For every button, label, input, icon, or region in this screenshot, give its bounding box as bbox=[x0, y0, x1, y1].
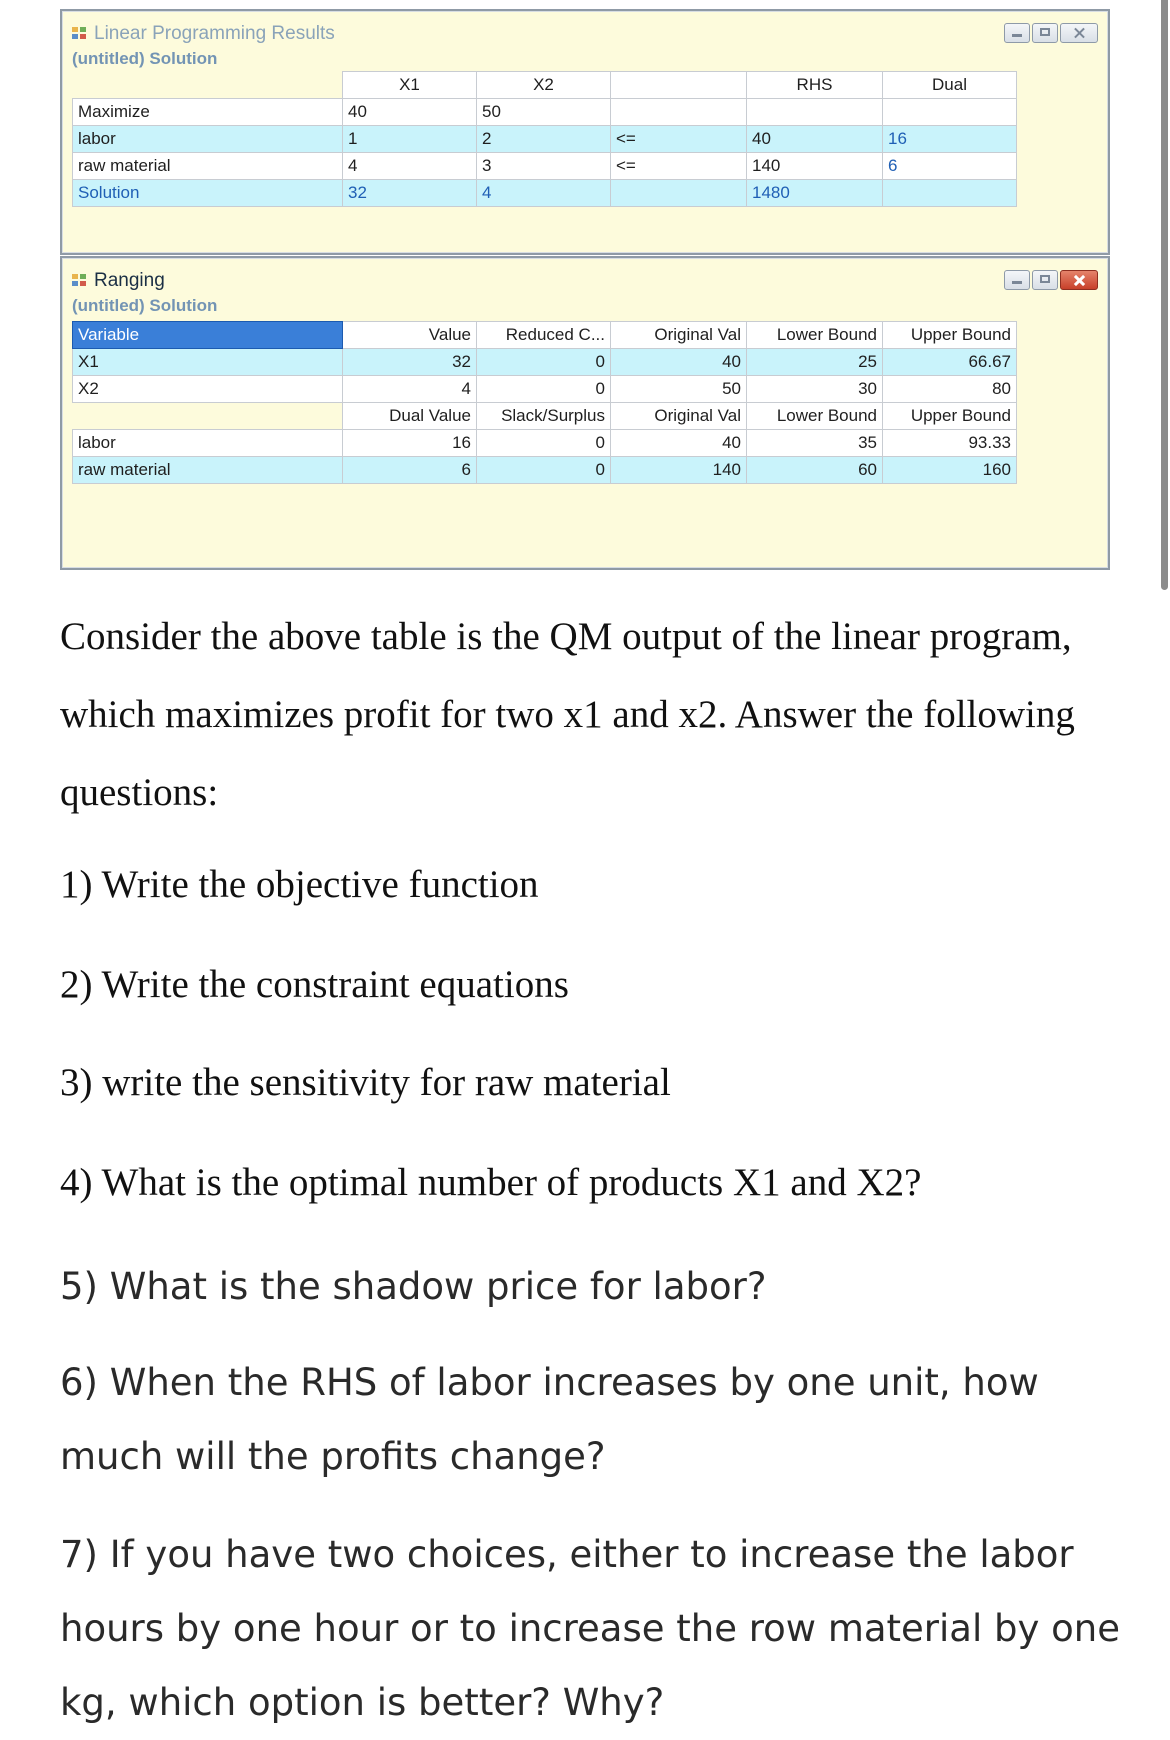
table-row bbox=[73, 126, 1017, 153]
row-label[interactable]: raw material bbox=[73, 153, 343, 180]
row-label[interactable]: X1 bbox=[73, 349, 343, 376]
table-row bbox=[73, 430, 1017, 457]
header-cell-variable[interactable]: Variable bbox=[73, 322, 343, 349]
close-icon[interactable] bbox=[1060, 270, 1098, 290]
cell[interactable] bbox=[747, 99, 883, 126]
row-label[interactable]: X2 bbox=[73, 376, 343, 403]
cell[interactable]: 93.33 bbox=[883, 430, 1017, 457]
lp-results-window bbox=[60, 9, 1110, 255]
lp-results-table bbox=[72, 71, 1017, 207]
row-label[interactable]: labor bbox=[73, 430, 343, 457]
cell[interactable]: 1 bbox=[343, 126, 477, 153]
row-label[interactable]: raw material bbox=[73, 457, 343, 484]
header-cell: Original Val bbox=[611, 403, 747, 430]
header-cell: Value bbox=[343, 322, 477, 349]
maximize-icon[interactable] bbox=[1032, 270, 1058, 290]
cell[interactable]: 140 bbox=[747, 153, 883, 180]
cell[interactable]: 35 bbox=[747, 430, 883, 457]
row-label[interactable]: labor bbox=[73, 126, 343, 153]
cell[interactable] bbox=[883, 99, 1017, 126]
close-icon[interactable] bbox=[1060, 23, 1098, 43]
header-cell bbox=[73, 403, 343, 430]
header-cell: Dual bbox=[883, 72, 1017, 99]
minimize-icon[interactable] bbox=[1004, 270, 1030, 290]
cell[interactable]: 4 bbox=[477, 180, 611, 207]
row-label[interactable]: Solution bbox=[73, 180, 343, 207]
cell[interactable]: 6 bbox=[343, 457, 477, 484]
question-4: 4) What is the optimal number of products X1 and X2? bbox=[60, 1161, 922, 1204]
lp-results-header-row bbox=[73, 72, 1017, 99]
header-cell: Dual Value bbox=[343, 403, 477, 430]
header-cell bbox=[73, 72, 343, 99]
minimize-icon[interactable] bbox=[1004, 23, 1030, 43]
cell[interactable]: 80 bbox=[883, 376, 1017, 403]
cell[interactable]: 50 bbox=[611, 376, 747, 403]
cell[interactable]: 0 bbox=[477, 376, 611, 403]
cell[interactable]: 50 bbox=[477, 99, 611, 126]
qm-app-icon bbox=[72, 274, 88, 288]
ranging-table bbox=[72, 321, 1017, 484]
cell[interactable]: 16 bbox=[883, 126, 1017, 153]
header-cell: Original Val bbox=[611, 322, 747, 349]
table-row bbox=[73, 376, 1017, 403]
lp-results-title: Linear Programming Results bbox=[94, 23, 335, 44]
header-cell bbox=[611, 72, 747, 99]
cell[interactable]: 4 bbox=[343, 376, 477, 403]
question-5: 5) What is the shadow price for labor? bbox=[60, 1265, 767, 1308]
cell[interactable]: 32 bbox=[343, 349, 477, 376]
header-cell: Upper Bound bbox=[883, 322, 1017, 349]
cell[interactable]: <= bbox=[611, 153, 747, 180]
cell[interactable]: 40 bbox=[747, 126, 883, 153]
cell[interactable]: 40 bbox=[611, 349, 747, 376]
table-row bbox=[73, 99, 1017, 126]
cell[interactable]: 0 bbox=[477, 430, 611, 457]
page-scrollbar[interactable] bbox=[1161, 0, 1168, 590]
cell[interactable]: 3 bbox=[477, 153, 611, 180]
question-3: 3) write the sensitivity for raw material bbox=[60, 1061, 671, 1104]
cell[interactable]: 1480 bbox=[747, 180, 883, 207]
cell[interactable]: 140 bbox=[611, 457, 747, 484]
cell[interactable]: 30 bbox=[747, 376, 883, 403]
cell[interactable]: 40 bbox=[611, 430, 747, 457]
table-row bbox=[73, 349, 1017, 376]
header-cell: Lower Bound bbox=[747, 322, 883, 349]
ranging-window bbox=[60, 256, 1110, 570]
ranging-title-bar bbox=[72, 270, 165, 292]
lp-results-window-controls bbox=[1004, 23, 1098, 43]
cell[interactable]: 2 bbox=[477, 126, 611, 153]
header-cell: Upper Bound bbox=[883, 403, 1017, 430]
table-row bbox=[73, 457, 1017, 484]
ranging-window-controls bbox=[1004, 270, 1098, 290]
cell[interactable]: 25 bbox=[747, 349, 883, 376]
question-6: 6) When the RHS of labor increases by one unit, how much will the profits change? bbox=[60, 1361, 1039, 1478]
cell[interactable]: 40 bbox=[343, 99, 477, 126]
lp-results-title-bar bbox=[72, 23, 335, 45]
cell[interactable]: 160 bbox=[883, 457, 1017, 484]
cell[interactable] bbox=[611, 99, 747, 126]
cell[interactable]: 66.67 bbox=[883, 349, 1017, 376]
cell[interactable]: 0 bbox=[477, 457, 611, 484]
table-row bbox=[73, 153, 1017, 180]
row-label[interactable]: Maximize bbox=[73, 99, 343, 126]
cell[interactable] bbox=[883, 180, 1017, 207]
variable-header-row bbox=[73, 322, 1017, 349]
ranging-title: Ranging bbox=[94, 270, 165, 291]
header-cell: RHS bbox=[747, 72, 883, 99]
intro-paragraph: Consider the above table is the QM output of the linear program, which maximizes profit for two x1 and x2. Answer the following questions: bbox=[60, 615, 1075, 814]
cell[interactable]: 6 bbox=[883, 153, 1017, 180]
lp-results-subtitle: (untitled) Solution bbox=[72, 49, 218, 68]
header-cell: Lower Bound bbox=[747, 403, 883, 430]
question-1: 1) Write the objective function bbox=[60, 863, 539, 906]
header-cell: X2 bbox=[477, 72, 611, 99]
question-7: 7) If you have two choices, either to increase the labor hours by one hour or to increase the row material by one kg, which option is better? Why? bbox=[60, 1533, 1121, 1724]
cell[interactable]: 32 bbox=[343, 180, 477, 207]
cell[interactable]: <= bbox=[611, 126, 747, 153]
ranging-subtitle: (untitled) Solution bbox=[72, 296, 218, 315]
table-row bbox=[73, 180, 1017, 207]
header-cell: Slack/Surplus bbox=[477, 403, 611, 430]
maximize-icon[interactable] bbox=[1032, 23, 1058, 43]
cell[interactable]: 0 bbox=[477, 349, 611, 376]
cell[interactable]: 16 bbox=[343, 430, 477, 457]
cell[interactable] bbox=[611, 180, 747, 207]
header-cell: X1 bbox=[343, 72, 477, 99]
header-cell: Reduced C... bbox=[477, 322, 611, 349]
qm-app-icon bbox=[72, 27, 88, 41]
cell[interactable]: 60 bbox=[747, 457, 883, 484]
constraint-header-row bbox=[73, 403, 1017, 430]
cell[interactable]: 4 bbox=[343, 153, 477, 180]
question-2: 2) Write the constraint equations bbox=[60, 963, 569, 1006]
